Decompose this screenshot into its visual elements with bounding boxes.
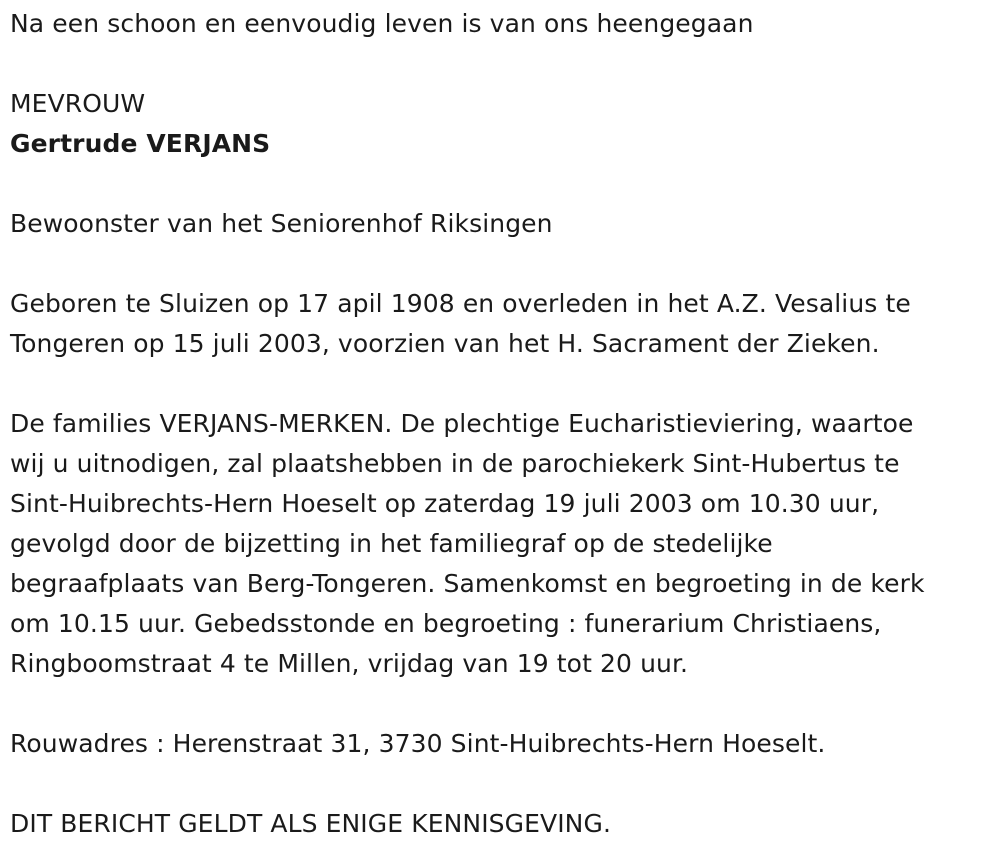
honorific: MEVROUW bbox=[10, 89, 146, 118]
spacer bbox=[10, 364, 990, 404]
spacer bbox=[10, 164, 990, 204]
birth-line: Geboren te Sluizen op 17 apil 1908 en overleden in het A.Z. Vesalius te bbox=[10, 289, 911, 318]
ceremony-line: Ringboomstraat 4 te Millen, vrijdag van 19 tot 20 uur. bbox=[10, 649, 689, 678]
spacer bbox=[10, 244, 990, 284]
closing-line: DIT BERICHT GELDT ALS ENIGE KENNISGEVING. bbox=[10, 809, 611, 838]
address-line: Rouwadres : Herenstraat 31, 3730 Sint-Huibrechts-Hern Hoeselt. bbox=[10, 729, 826, 758]
death-notice bbox=[10, 4, 990, 844]
spacer bbox=[10, 684, 990, 724]
ceremony-line: De families VERJANS-MERKEN. De plechtige Eucharistieviering, waartoe bbox=[10, 409, 914, 438]
ceremony-line: Sint-Huibrechts-Hern Hoeselt op zaterdag 19 juli 2003 om 10.30 uur, bbox=[10, 489, 880, 518]
spacer bbox=[10, 44, 990, 84]
ceremony-line: gevolgd door de bijzetting in het familiegraf op de stedelijke bbox=[10, 529, 773, 558]
ceremony-line: om 10.15 uur. Gebedsstonde en begroeting : funerarium Christiaens, bbox=[10, 609, 882, 638]
birth-line: Tongeren op 15 juli 2003, voorzien van het H. Sacrament der Zieken. bbox=[10, 329, 880, 358]
intro-line: Na een schoon en eenvoudig leven is van ons heengegaan bbox=[10, 9, 754, 38]
residence-line: Bewoonster van het Seniorenhof Riksingen bbox=[10, 209, 553, 238]
ceremony-line: wij u uitnodigen, zal plaatshebben in de parochiekerk Sint-Hubertus te bbox=[10, 449, 900, 478]
deceased-name: Gertrude VERJANS bbox=[10, 129, 271, 158]
spacer bbox=[10, 764, 990, 804]
ceremony-line: begraafplaats van Berg-Tongeren. Samenkomst en begroeting in de kerk bbox=[10, 569, 925, 598]
